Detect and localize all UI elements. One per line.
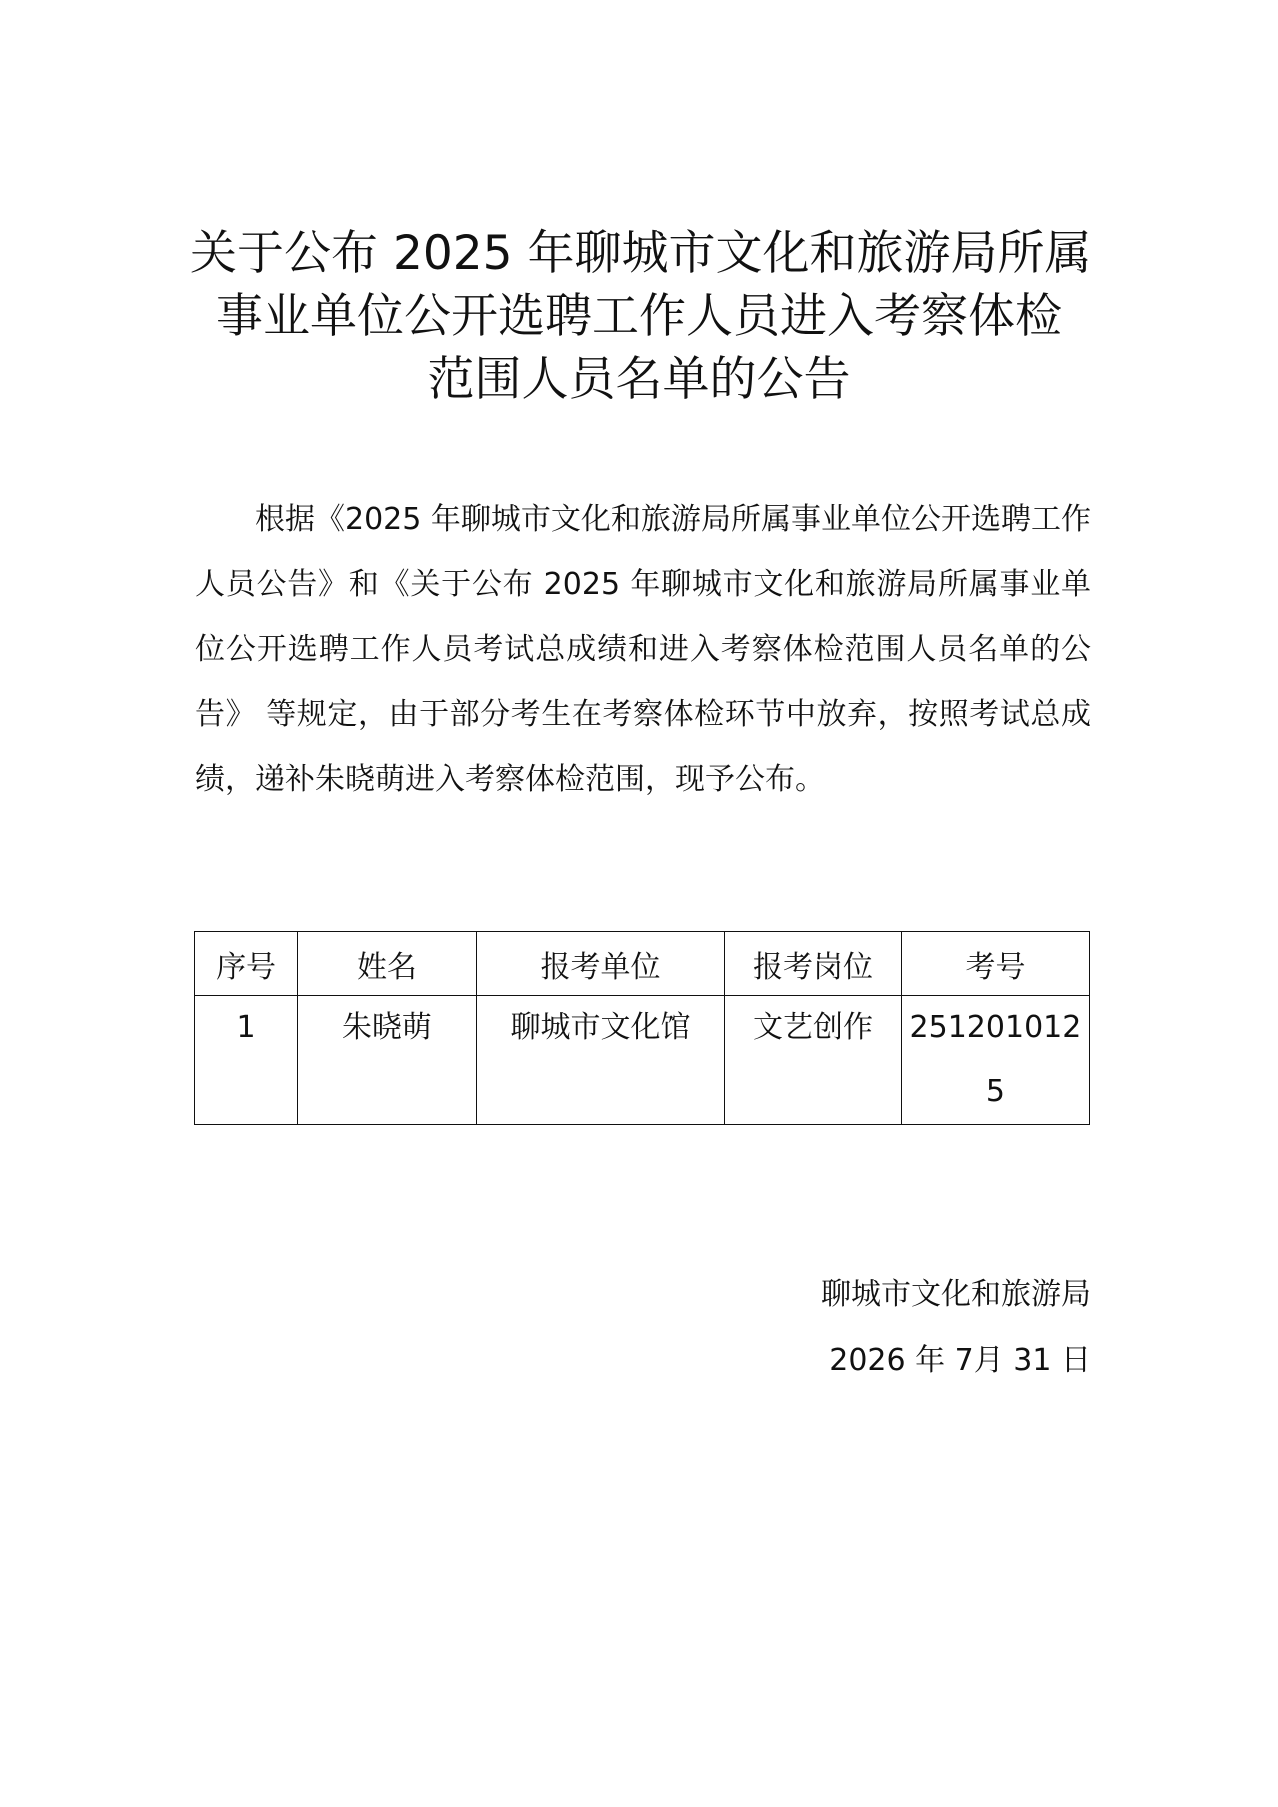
table-header-row: [195, 932, 1090, 996]
title-line-2: 事业单位公开选聘工作人员进入考察体检: [216, 289, 1062, 344]
header-seq: 序号: [195, 932, 298, 996]
signature-date: 2026 年 7月 31 日: [829, 1343, 1091, 1378]
table-row: [195, 996, 1090, 1125]
cell-post: 文艺创作: [725, 996, 902, 1125]
cell-name: 朱晓萌: [298, 996, 477, 1125]
candidate-table: [194, 931, 1090, 1125]
body-paragraph: 根据《2025 年聊城市文化和旅游局所属事业单位公开选聘工作人员公告》和《关于公布 2025 年聊城市文化和旅游局所属事业单位公开选聘工作人员考试总成绩和进入考察体检范围人员名单的公告》 等规定，由于部分考生在考察体检环节中放弃，按照考试总成绩，递补朱晓萌进入考察体检范围，现予公布。: [195, 502, 1091, 797]
header-unit: 报考单位: [476, 932, 724, 996]
cell-unit: 聊城市文化馆: [476, 996, 724, 1125]
document-title: [190, 222, 1092, 411]
signature-organization: 聊城市文化和旅游局: [821, 1277, 1091, 1312]
cell-exam-id: 2512010125: [901, 996, 1089, 1125]
cell-seq: 1: [195, 996, 298, 1125]
header-exam-id: 考号: [901, 932, 1089, 996]
header-post: 报考岗位: [725, 932, 902, 996]
header-name: 姓名: [298, 932, 477, 996]
signature-block: [821, 1262, 1091, 1394]
title-line-3: 范围人员名单的公告: [427, 352, 851, 407]
title-line-1: 关于公布 2025 年聊城市文化和旅游局所属: [190, 226, 1092, 281]
